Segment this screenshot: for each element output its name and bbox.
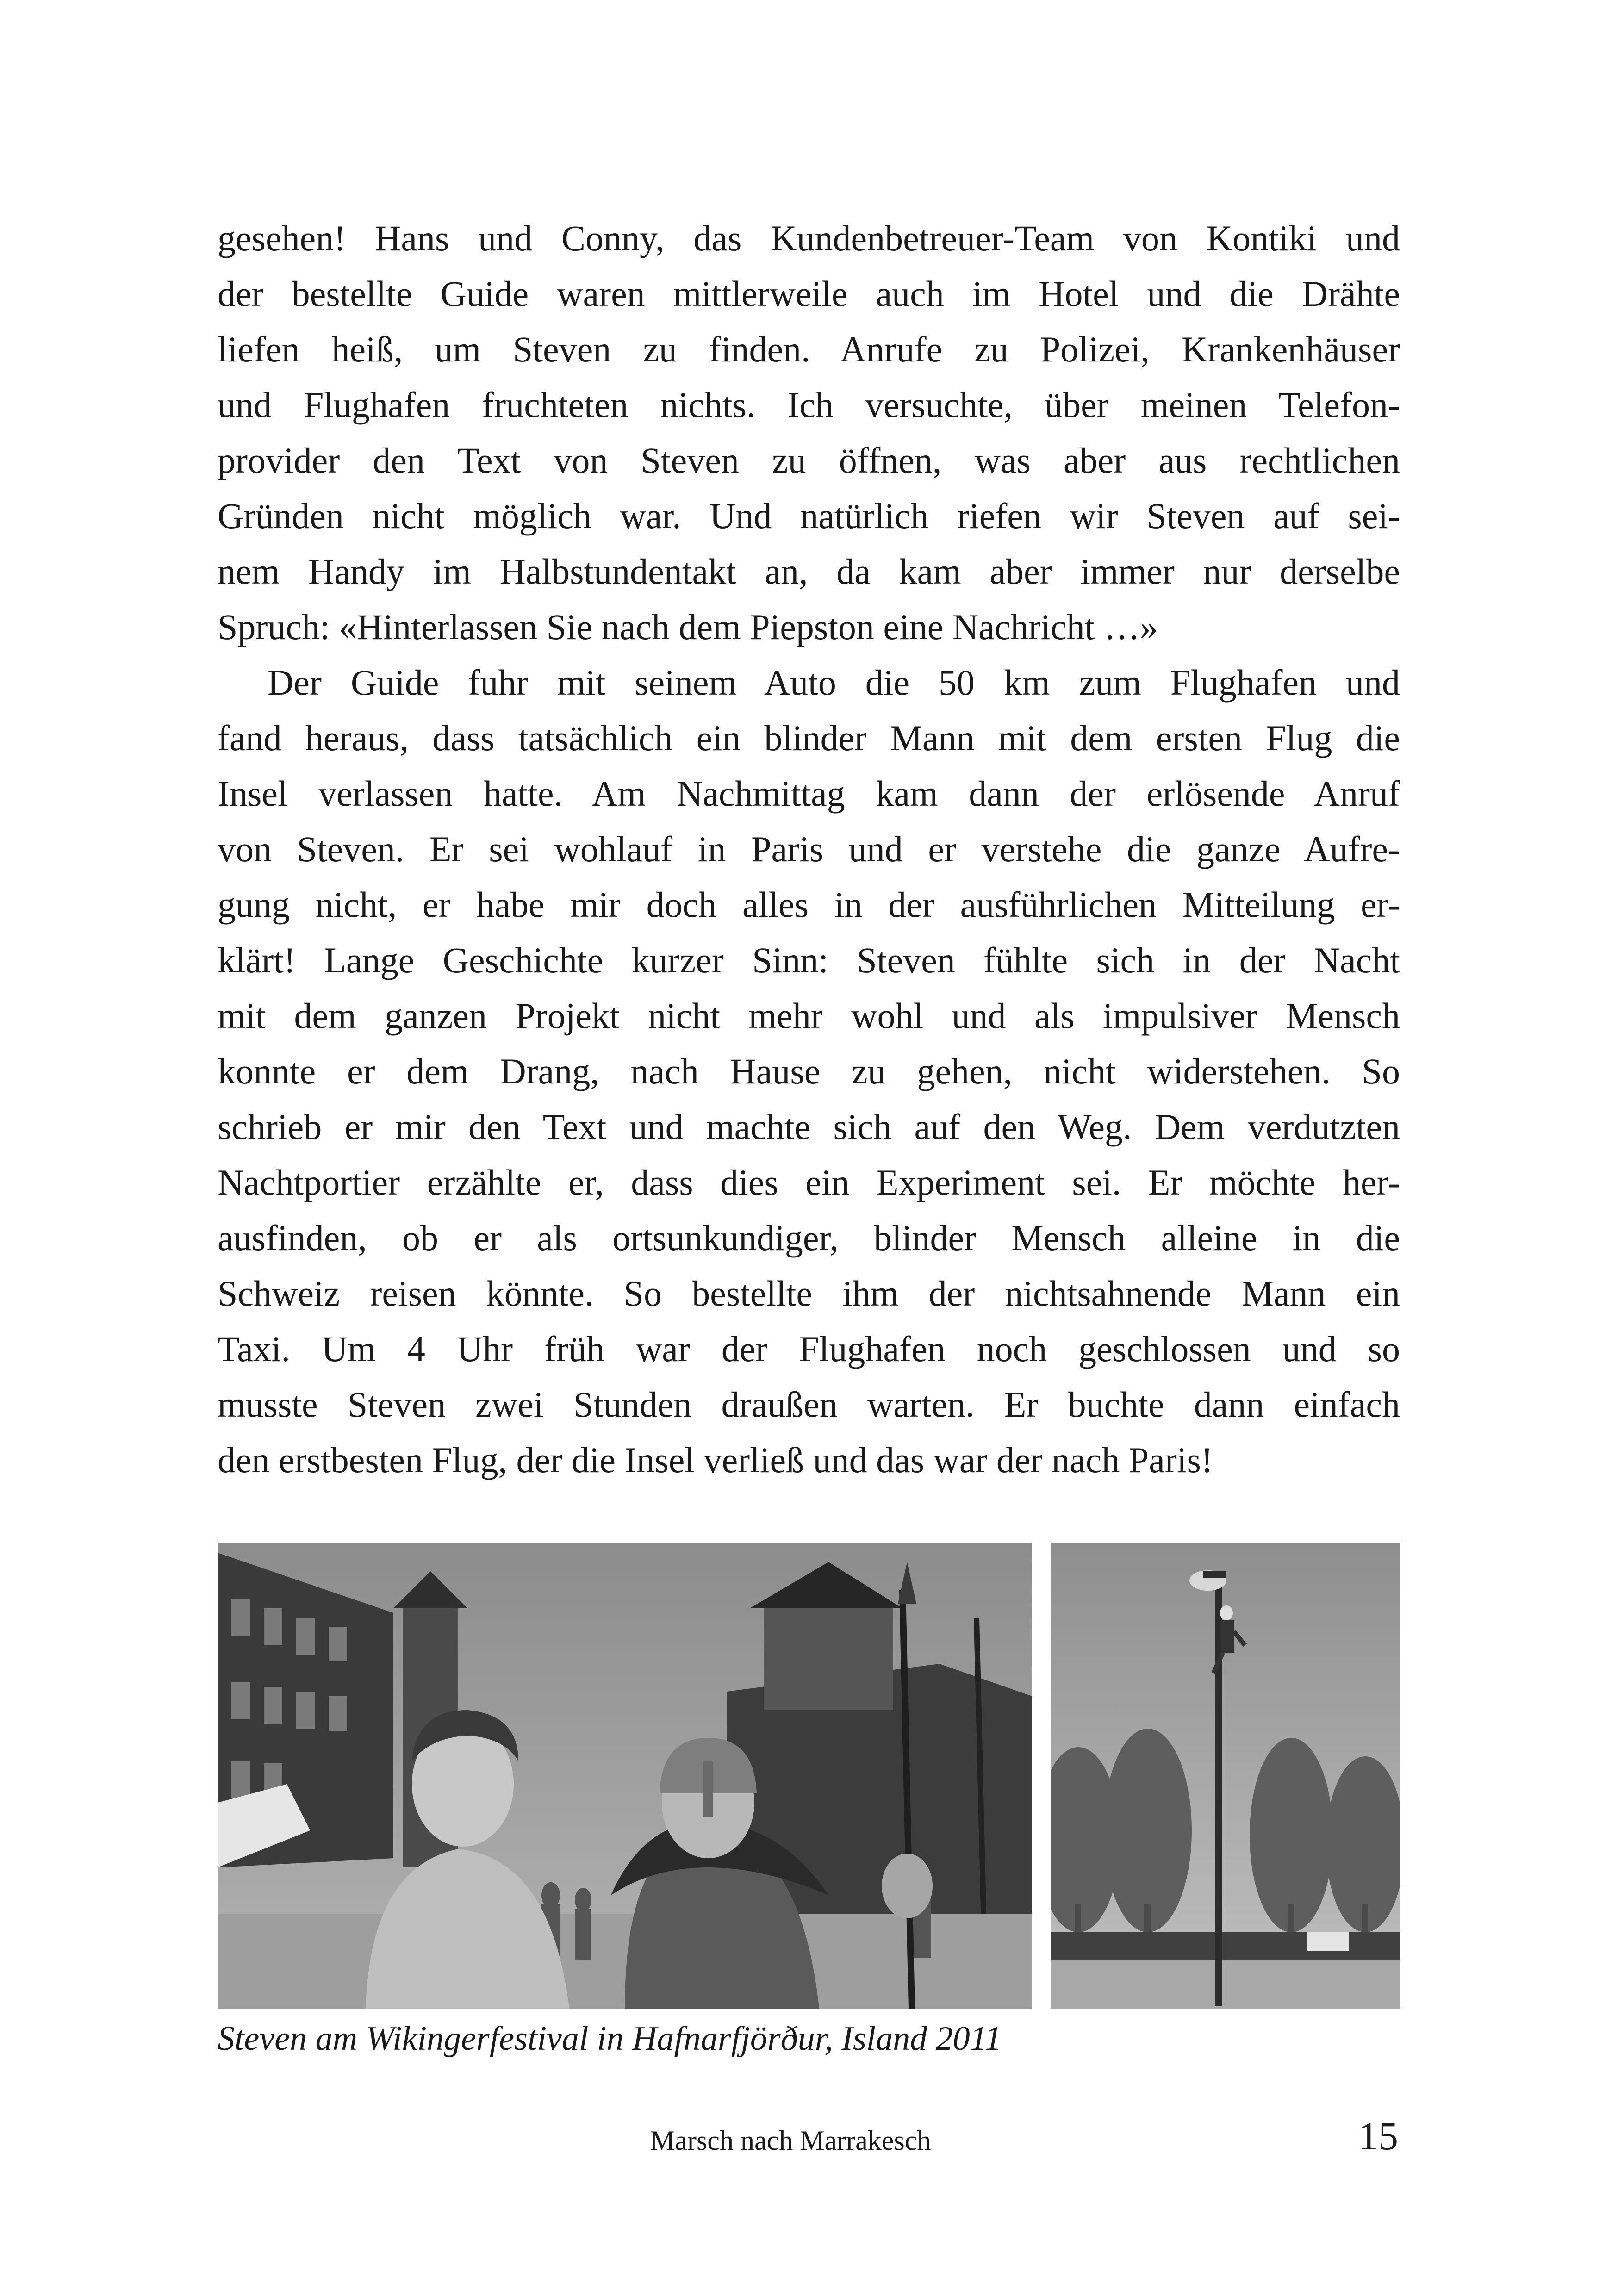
text-line: mit dem ganzen Projekt nicht mehr wohl und als impulsiver Mensch (218, 996, 1400, 1036)
text-line: provider den Text von Steven zu öffnen, was aber aus rechtlichen (218, 440, 1400, 480)
text-line: gung nicht, er habe mir doch alles in der ausführlichen Mitteilung er- (218, 884, 1400, 925)
text-line: von Steven. Er sei wohlauf in Paris und er verstehe die ganze Aufre- (218, 829, 1400, 869)
text-line: Gründen nicht möglich war. Und natürlich riefen wir Steven auf sei- (218, 496, 1400, 536)
text-line: Nachtportier erzählte er, dass dies ein Experiment sei. Er möchte her- (218, 1162, 1400, 1202)
text-line: und Flughafen fruchteten nichts. Ich versuchte, über meinen Telefon- (218, 385, 1400, 425)
text-line: fand heraus, dass tatsächlich ein blinder Mann mit dem ersten Flug die (218, 718, 1400, 758)
page-number: 15 (1358, 2114, 1398, 2158)
festival-photo (218, 1543, 1032, 2009)
text-line: Schweiz reisen könnte. So bestellte ihm der nichtsahnende Mann ein (218, 1273, 1400, 1313)
running-footer-title: Marsch nach Marrakesch (650, 2125, 931, 2156)
festival-photo-image (218, 1543, 1032, 2009)
text-line: klärt! Lange Geschichte kurzer Sinn: Steven fühlte sich in der Nacht (218, 940, 1400, 980)
text-line: konnte er dem Drang, nach Hause zu gehen, nicht widerstehen. So (218, 1051, 1400, 1091)
text-line: Spruch: «Hinterlassen Sie nach dem Piepston eine Nachricht …» (218, 607, 1158, 647)
text-line: Taxi. Um 4 Uhr früh war der Flughafen noch geschlossen und so (218, 1329, 1400, 1369)
text-line: nem Handy im Halbstundentakt an, da kam aber immer nur derselbe (218, 551, 1400, 591)
lamppost-photo (1051, 1543, 1400, 2009)
text-line: schrieb er mir den Text und machte sich auf den Weg. Dem verdutzten (218, 1107, 1400, 1147)
text-line: liefen heiß, um Steven zu finden. Anrufe zu Polizei, Krankenhäuser (218, 329, 1400, 369)
text-line: der bestellte Guide waren mittlerweile auch im Hotel und die Drähte (218, 274, 1400, 314)
body-text (218, 211, 1400, 1488)
figure-caption: Steven am Wikingerfestival in Hafnarfjörður, Island 2011 (218, 2020, 1002, 2058)
lamppost-photo-image (1051, 1543, 1400, 2009)
text-line: den erstbesten Flug, der die Insel verließ und das war der nach Paris! (218, 1440, 1213, 1480)
text-line: gesehen! Hans und Conny, das Kundenbetreuer-Team von Kontiki und (218, 218, 1400, 258)
text-line: Insel verlassen hatte. Am Nachmittag kam dann der erlösende Anruf (218, 773, 1400, 814)
text-line: ausfinden, ob er als ortsunkundiger, blinder Mensch alleine in die (218, 1218, 1400, 1258)
text-line: Der Guide fuhr mit seinem Auto die 50 km zum Flughafen und (268, 662, 1400, 703)
text-line: musste Steven zwei Stunden draußen warten. Er buchte dann einfach (218, 1384, 1400, 1425)
